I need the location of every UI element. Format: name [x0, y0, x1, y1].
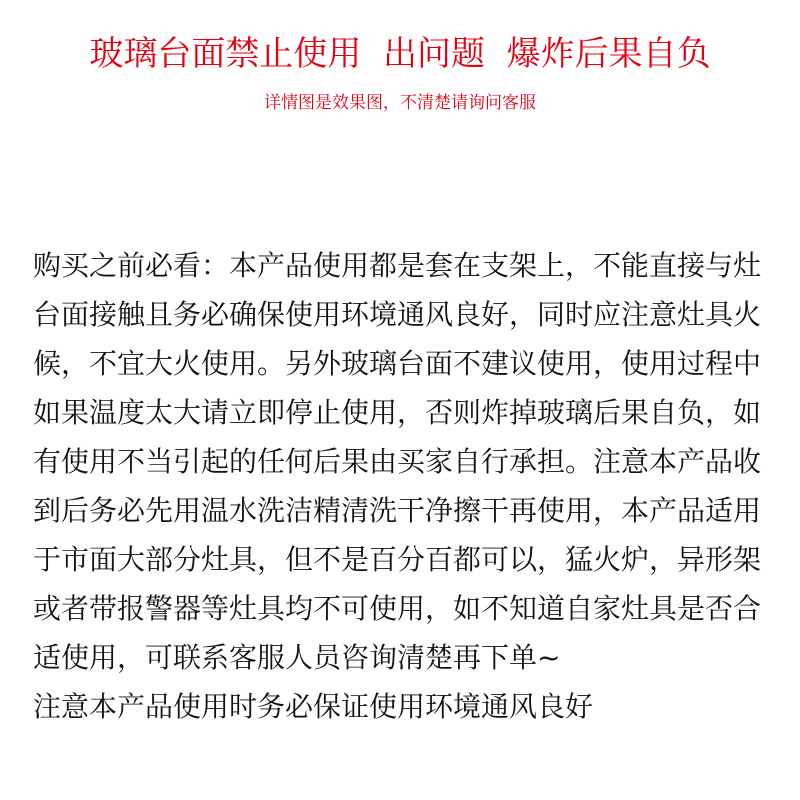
notice-line: 适使用，可联系客服人员咨询清楚再下单~: [33, 641, 561, 674]
notice-line: 如果温度太大请立即停止使用，否则炸掉玻璃后果自负，如: [33, 396, 762, 429]
notice-line: 于市面大部分灶具，但不是百分百都可以，猛火炉，异形架: [33, 543, 762, 576]
notice-line: 有使用不当引起的任何后果由买家自行承担。注意本产品收: [33, 445, 762, 478]
notice-line: 或者带报警器等灶具均不可使用，如不知道自家灶具是否合: [33, 592, 762, 625]
notice-body: [33, 241, 793, 731]
warning-title: 玻璃台面禁止使用 出问题 爆炸后果自负: [89, 34, 711, 74]
notice-line: 注意本产品使用时务必保证使用环境通风良好: [33, 690, 594, 723]
warning-subtitle: 详情图是效果图，不清楚请询问客服: [264, 93, 536, 113]
notice-line: 候，不宜大火使用。另外玻璃台面不建议使用，使用过程中: [33, 347, 762, 380]
notice-line: 购买之前必看：本产品使用都是套在支架上，不能直接与灶: [33, 249, 762, 282]
notice-line: 到后务必先用温水洗洁精清洗干净擦干再使用，本产品适用: [33, 494, 762, 527]
notice-line: 台面接触且务必确保使用环境通风良好，同时应注意灶具火: [33, 298, 762, 331]
